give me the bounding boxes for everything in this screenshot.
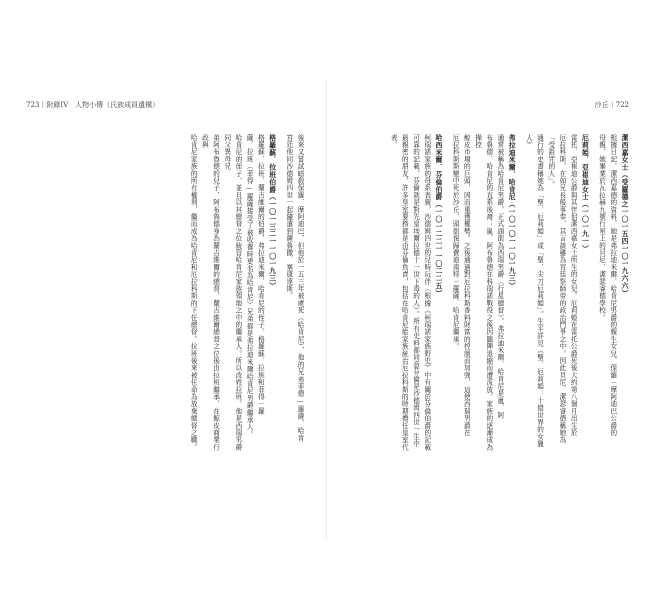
entry-line: 可靠的記載，芬倫就是對先皇埃爾拉德十一世下毒的人）。所有史料都同意芬倫是沙德姆四世一生中 bbox=[411, 134, 420, 448]
entry-line: 厄拉科斯，在如兄長般事奉、其言談雖為宮廷祭師帝的政治鬥爭之中。因此貝尼．潔瑟睿德稱她為「受詛咒的人」。 bbox=[546, 134, 566, 444]
entry-line: 最親密的朋友。許多皇室要務都是由芬倫負責，包括在哈肯尼能家族統治厄拉科斯的時期擔任皇室代表。 bbox=[389, 134, 409, 451]
entry-line: 布魯德．哈肯尼的直系後裔；嵐．阿布魯德在科瑞諾戰役之後因臨陣退縮而遭流放。家族的逐漸成為操控 bbox=[473, 134, 493, 451]
entry-line: 根據日記、潔西嘉德的資料，她是弗拉迪米爾．哈肯尼男爵的親生女兒、保羅－摩阿迪巴公爵的 bbox=[608, 134, 617, 437]
entry-line: 宮廷他同沙德姆四世一起隨遣到薩魯撒．塞康達斯。 bbox=[284, 134, 293, 300]
entry-heading: 潔西嘉女士（受羅德之一〇一五四一〇一九六六） bbox=[620, 134, 628, 297]
entry-heading: 厄莉婭．亞崔迪女士（一〇一九一） bbox=[580, 134, 589, 253]
entry-line: 母親，她畢業於瓦拉赫九號行星上的貝尼．潔瑟睿德學校。 bbox=[597, 134, 606, 322]
right-page-body bbox=[389, 134, 629, 454]
entry-line: 厄拉科斯斯變中死於沙丘，頭銜復歸費迪南特－羅薩．哈肯尼繼承。 bbox=[451, 134, 460, 350]
entry-line: 柯瑞諾家族的母系表親，沙德姆四世的兒時玩伴（根據《柯瑞諾家族野史》中有關於芬倫伯爵的記載 bbox=[422, 134, 431, 451]
entry-heading: 哈西米爾．芬倫伯爵（一〇一二二一一〇二二五） bbox=[433, 134, 442, 297]
entry-line: 哈肯尼的侄子，並且以其總督之位統管哈肯尼家族領地之中的繼承人。所以改姓拉班。他是西瑞男爵同父異母兄 bbox=[222, 134, 242, 451]
entry-line: 鯨皮市場的巨頭，因而重獲權勢。之後通過對厄拉科斯香料財富的控制而加強，這使西瑞男爵在 bbox=[462, 134, 471, 437]
entry-heading: 弗拉迪米爾．哈肯尼（一〇一〇一一〇一九三） bbox=[507, 134, 516, 290]
entry-heading: 格羅蘇．拉班伯爵（一〇一三二一一〇一九三） bbox=[267, 134, 276, 290]
entry-line: 通行的史書稱她為「聖．厄莉婭」或「聖．尖刀厄莉婭」。生平詳見《聖．厄莉婭：十億世界的女獵人》 bbox=[524, 134, 544, 448]
page-gutter bbox=[326, 80, 327, 540]
left-page-body bbox=[130, 134, 305, 454]
entry-line: 弟阿布魯德的兒子，阿布魯德身為蘭吉維爾的總督，蘭吉維爾總督之位後由拉班繼承，在鯨皮商業行政與 bbox=[200, 134, 220, 451]
entry-line: 後來又嘗試暗殺保羅．摩阿迪巴，但他於一五三年被處死（哈肯尼），他的兄弟菲德—羅薩．哈肯 bbox=[296, 134, 304, 442]
entry-line: 雷托．亞崔迪公爵與其伴侶潔西嘉女士所生的女兒。厄莉婭在雷托公爵死後大約第八個月出生於 bbox=[569, 134, 578, 437]
right-page-header: 沙丘｜722 bbox=[594, 101, 629, 109]
left-page-header: 723｜附錄IV 人物小傳（氏族成員遺構） bbox=[26, 101, 160, 109]
entry-line: 通常被稱為哈肯尼男爵，正式頭銜為西瑞男爵（行星總督）。弗拉迪米爾．哈肯尼是嵐．阿 bbox=[495, 134, 504, 419]
entry-line: 薩．拉班（菲得—羅薩接受了被收養時更名為哈肯尼）兄弟都是弗拉迪米爾哈肯尼男爵繼承人。 bbox=[245, 134, 254, 438]
entry-line: 哈肯尼家族的所有權利，繼而成為哈肯尼和厄拉科斯的下任總督。拉班後來被任命為放棄總督之職。 bbox=[189, 134, 198, 451]
entry-line: 格羅蘇．拉班．蘭吉維爾的伯爵，弗拉迪米爾．哈肯尼的侄子。格羅蘇．拉班和菲得－羅 bbox=[256, 134, 265, 415]
